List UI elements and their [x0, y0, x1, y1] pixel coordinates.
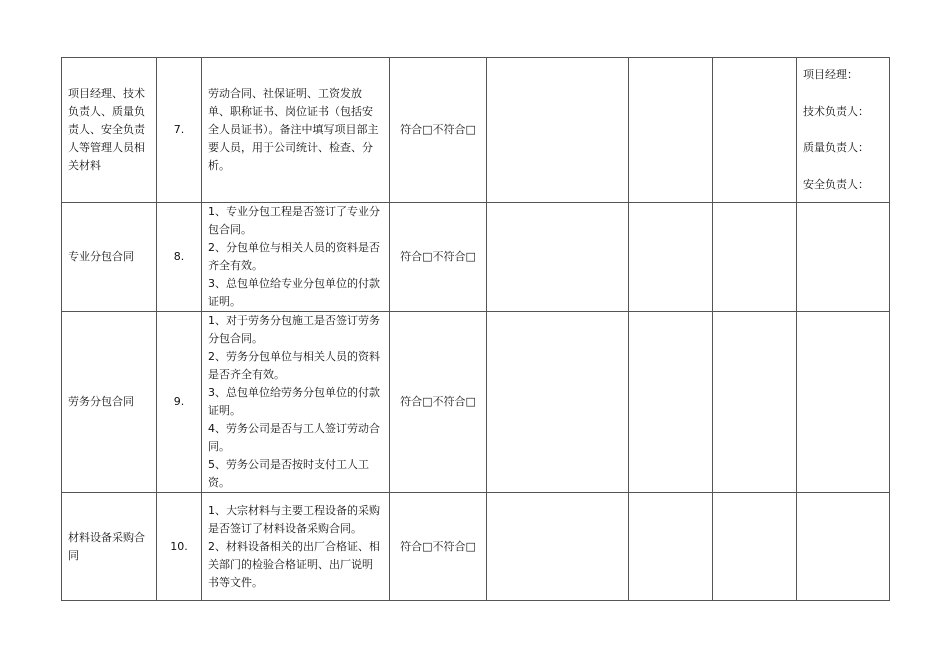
compliance-checkbox[interactable]: 符合□不符合□: [390, 203, 487, 312]
empty-cell: [797, 203, 890, 312]
requirement-line: 1、专业分包工程是否签订了专业分包合同。: [208, 205, 380, 236]
signature-safety-lead: 安全负责人：: [803, 177, 869, 191]
empty-cell: [487, 58, 629, 203]
item-name: 材料设备采购合同: [62, 493, 157, 601]
requirement-line: 1、对于劳务分包施工是否签订劳务分包合同。: [208, 314, 380, 345]
requirement-line: 2、分包单位与相关人员的资料是否齐全有效。: [208, 241, 380, 272]
requirement-line: 4、劳务公司是否与工人签订劳动合同。: [208, 422, 380, 453]
table-row: [62, 58, 890, 203]
empty-cell: [487, 493, 629, 601]
requirement-line: 1、大宗材料与主要工程设备的采购是否签订了材料设备采购合同。: [208, 503, 380, 535]
empty-cell: [629, 312, 713, 493]
empty-cell: [629, 203, 713, 312]
item-number: 7.: [157, 58, 202, 203]
empty-cell: [487, 312, 629, 493]
empty-cell: [713, 203, 797, 312]
item-requirements: [202, 493, 390, 601]
empty-cell: [797, 312, 890, 493]
item-name: 项目经理、技术负责人、质量负责人、安全负责人等管理人员相关材料: [62, 58, 157, 203]
empty-cell: [713, 58, 797, 203]
signature-project-manager: 项目经理：: [803, 68, 858, 82]
empty-cell: [629, 58, 713, 203]
item-name: 劳务分包合同: [62, 312, 157, 493]
item-requirements: [202, 203, 390, 312]
item-name: 专业分包合同: [62, 203, 157, 312]
signature-block: [797, 58, 890, 203]
signature-quality-lead: 质量负责人：: [803, 141, 869, 155]
requirement-line: 3、总包单位给专业分包单位的付款证明。: [208, 277, 380, 308]
table-row: [62, 493, 890, 601]
requirement-line: 5、劳务公司是否按时支付工人工资。: [208, 458, 369, 489]
empty-cell: [487, 203, 629, 312]
empty-cell: [629, 493, 713, 601]
empty-cell: [713, 493, 797, 601]
requirement-line: 劳动合同、社保证明、工资发放单、职称证书、岗位证书（包括安全人员证书）。备注中填写项目部主要人员，用于公司统计、检查、分析。: [208, 87, 379, 172]
compliance-checkbox[interactable]: 符合□不符合□: [390, 493, 487, 601]
inspection-table: [61, 57, 890, 601]
empty-cell: [713, 312, 797, 493]
compliance-checkbox[interactable]: 符合□不符合□: [390, 312, 487, 493]
item-requirements: [202, 58, 390, 203]
table-row: [62, 312, 890, 493]
item-number: 10.: [157, 493, 202, 601]
requirement-line: 2、劳务分包单位与相关人员的资料是否齐全有效。: [208, 350, 380, 381]
compliance-checkbox[interactable]: 符合□不符合□: [390, 58, 487, 203]
signature-technical-lead: 技术负责人：: [803, 104, 869, 118]
table-row: [62, 203, 890, 312]
requirement-line: 3、总包单位给劳务分包单位的付款证明。: [208, 386, 380, 417]
item-number: 8.: [157, 203, 202, 312]
item-number: 9.: [157, 312, 202, 493]
item-requirements: [202, 312, 390, 493]
requirement-line: 2、材料设备相关的出厂合格证、相关部门的检验合格证明、出厂说明书等文件。: [208, 539, 380, 589]
empty-cell: [797, 493, 890, 601]
